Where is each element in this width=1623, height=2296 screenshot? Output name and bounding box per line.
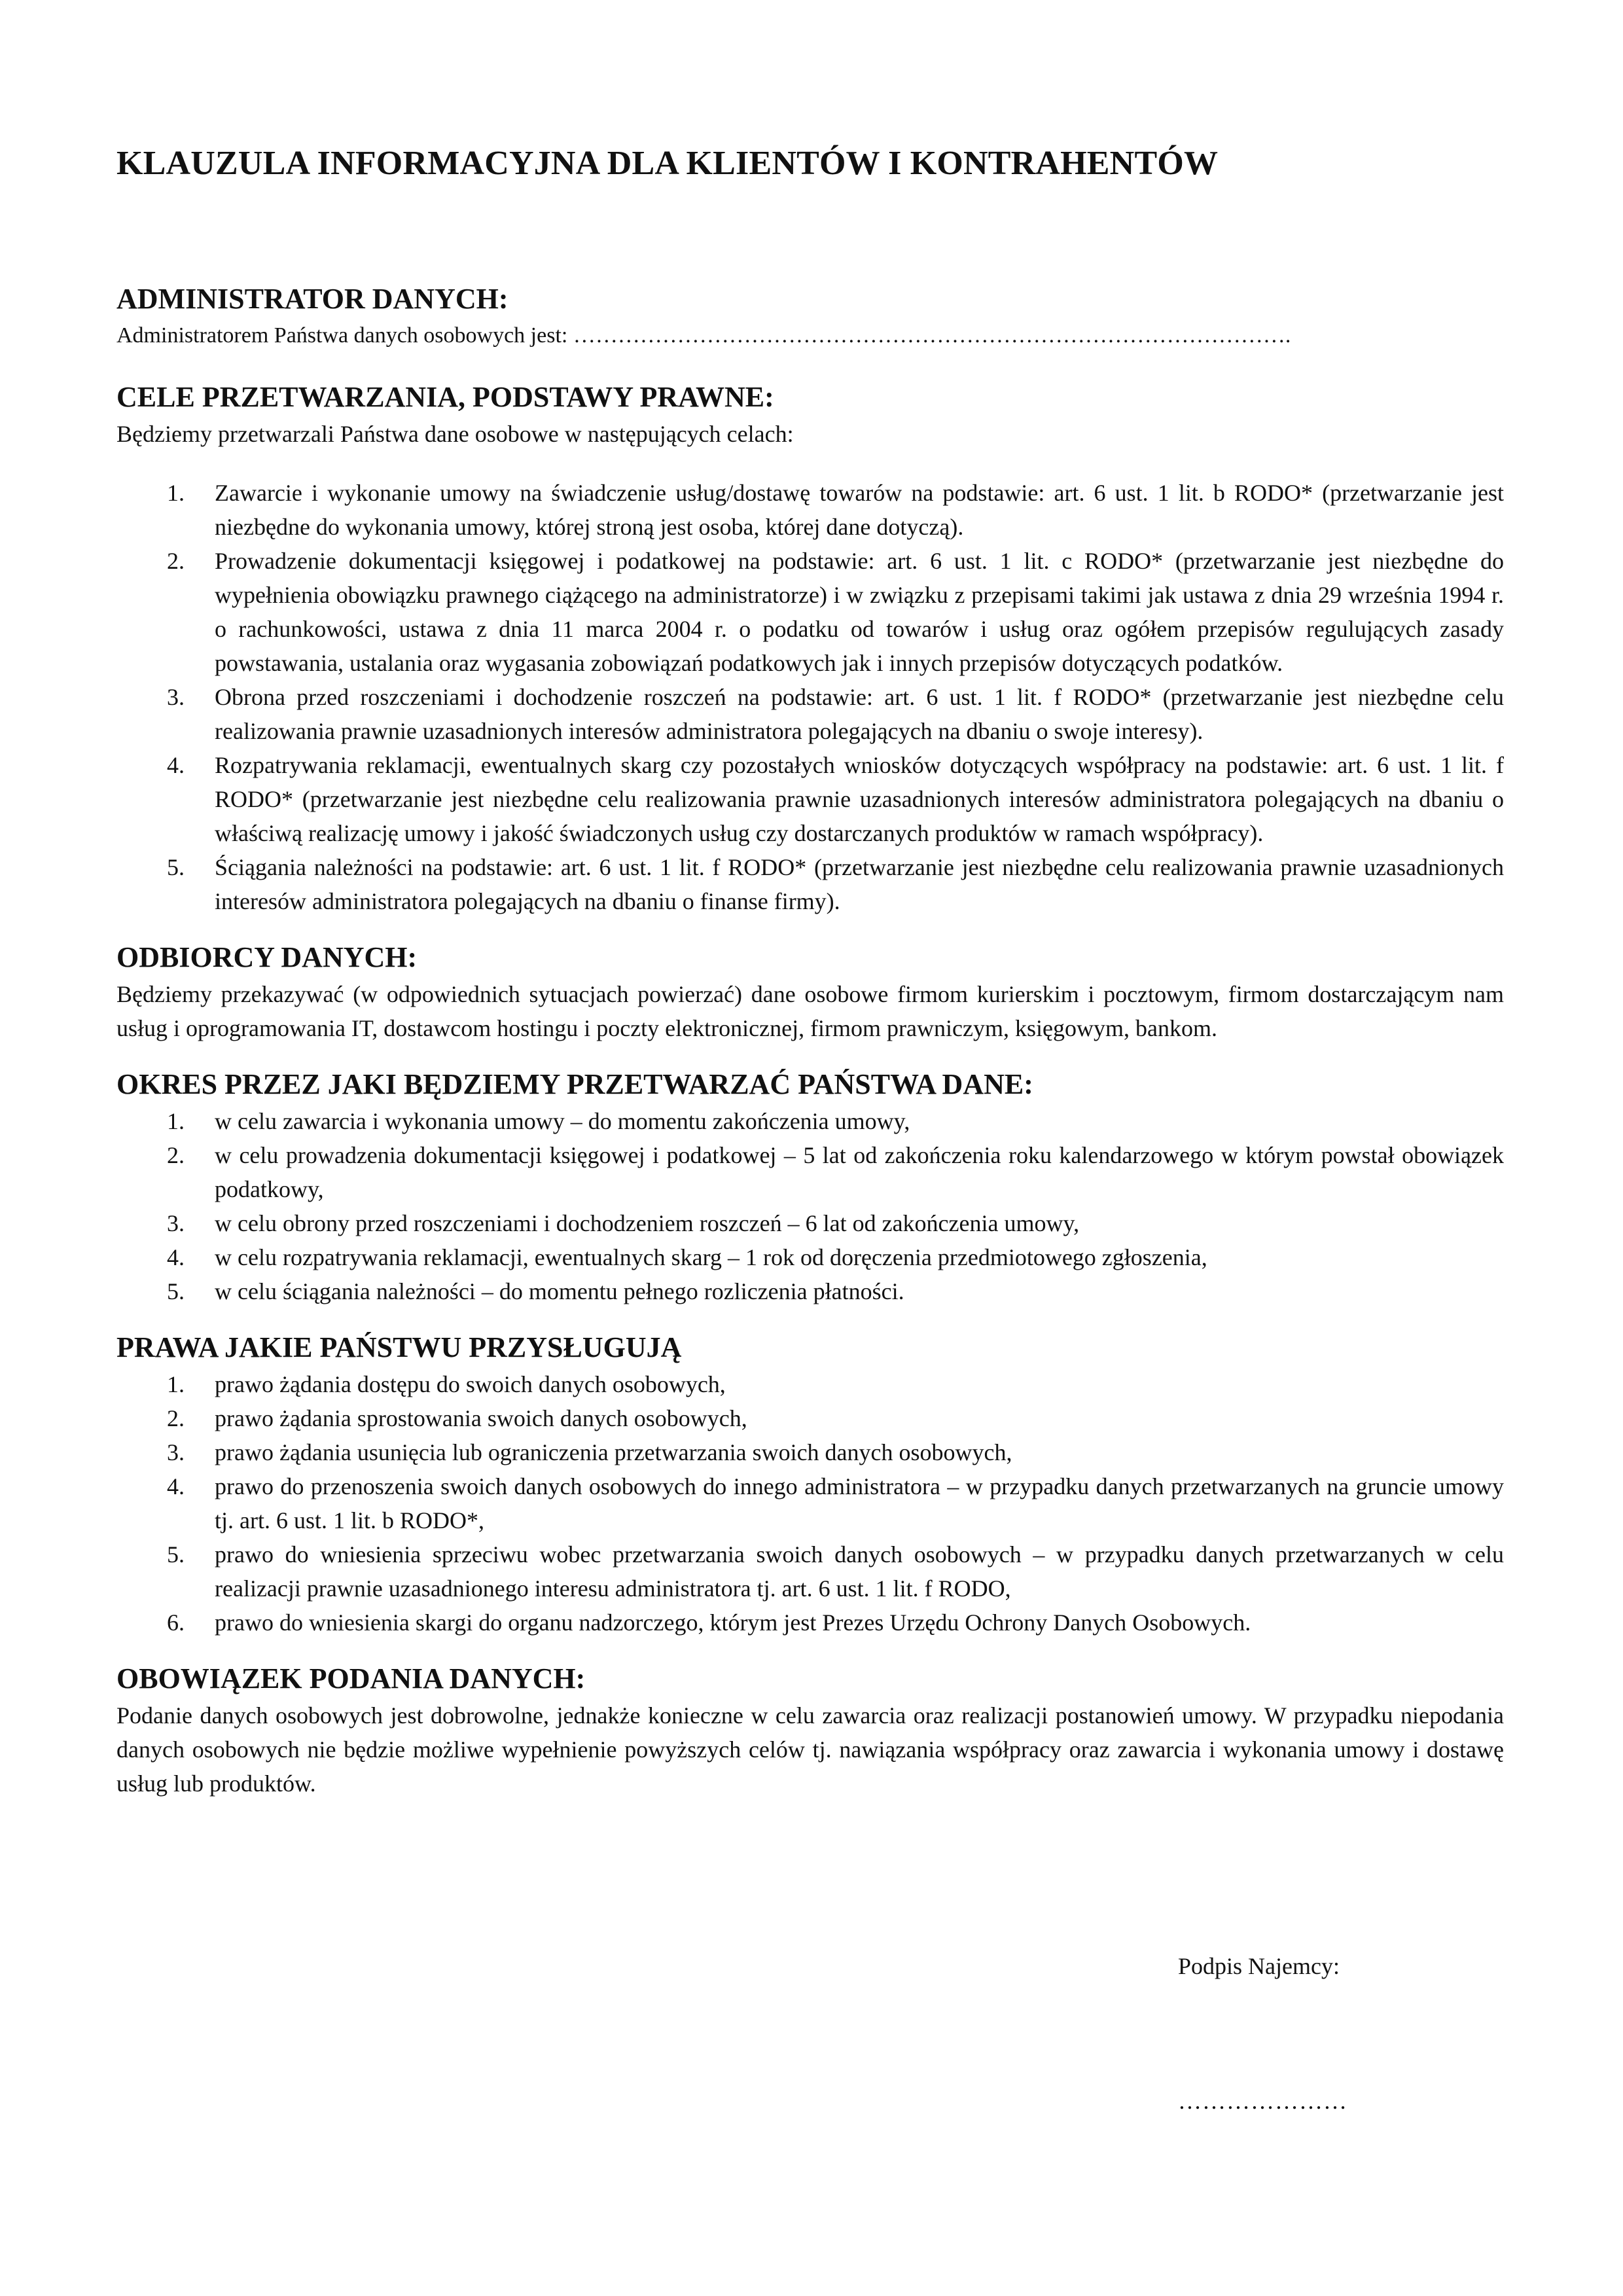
- item-text: prawo do wniesienia sprzeciwu wobec przetwarzania swoich danych osobowych – w przypadku danych przetwarzanych w celu realizacji prawnie uzasadnionego interesu administratora tj. art. 6 ust. 1 lit. f RODO,: [215, 1541, 1504, 1602]
- list-item: [116, 1537, 1504, 1605]
- item-text: prawo do wniesienia skargi do organu nadzorczego, którym jest Prezes Urzędu Ochrony Danych Osobowych.: [215, 1609, 1251, 1636]
- item-number: 4.: [167, 752, 185, 778]
- list-item: [116, 1367, 1504, 1401]
- item-text: Rozpatrywania reklamacji, ewentualnych skarg czy pozostałych wniosków dotyczących współpracy na podstawie: art. 6 ust. 1 lit. f RODO* (przetwarzanie jest niezbędne celu realizowania prawnie uzasadnionych interesów administratora polegających na dbaniu o właściwą realizację umowy i jakość świadczonych usług czy dostarczanych produktów w ramach współpracy).: [215, 752, 1504, 846]
- period-list: [116, 1104, 1504, 1308]
- obligation-text: Podanie danych osobowych jest dobrowolne, jednakże konieczne w celu zawarcia oraz realizacji postanowień umowy. W przypadku niepodania danych osobowych nie będzie możliwe wypełnienie powyższych celów tj. nawiązania współpracy oraz zawarcia i wykonania umowy i dostawę usług lub produktów.: [116, 1702, 1504, 1797]
- heading-rights: PRAWA JAKIE PAŃSTWU PRZYSŁUGUJĄ: [116, 1331, 682, 1363]
- item-number: 3.: [167, 1210, 185, 1236]
- list-item: [116, 1104, 1504, 1138]
- list-item: [116, 476, 1504, 544]
- item-number: 6.: [167, 1609, 185, 1636]
- list-item: [116, 544, 1504, 680]
- item-text: w celu zawarcia i wykonania umowy – do momentu zakończenia umowy,: [215, 1108, 910, 1134]
- item-text: prawo żądania dostępu do swoich danych osobowych,: [215, 1371, 726, 1397]
- section-administrator: [116, 279, 1504, 353]
- section-obligation: [116, 1659, 1504, 1801]
- item-text: Obrona przed roszczeniami i dochodzenie roszczeń na podstawie: art. 6 ust. 1 lit. f RODO* (przetwarzanie jest niezbędne celu realizowania prawnie uzasadnionych interesów administratora polegających na dbaniu o swoje interesy).: [215, 684, 1504, 744]
- item-text: w celu rozpatrywania reklamacji, ewentualnych skarg – 1 rok od doręczenia przedmiotowego zgłoszenia,: [215, 1244, 1207, 1270]
- item-text: Ściągania należności na podstawie: art. 6 ust. 1 lit. f RODO* (przetwarzanie jest niezbędne celu realizowania prawnie uzasadnionych interesów administratora polegających na dbaniu o finanse firmy).: [215, 854, 1504, 914]
- signature-block: [1178, 1949, 1400, 2118]
- item-text: prawo żądania sprostowania swoich danych osobowych,: [215, 1405, 747, 1431]
- section-purposes: [116, 378, 1504, 918]
- list-item: [116, 1138, 1504, 1206]
- item-number: 2.: [167, 1405, 185, 1431]
- document-page: [116, 144, 1504, 1820]
- item-number: 2.: [167, 1142, 185, 1168]
- item-text: Zawarcie i wykonanie umowy na świadczenie usług/dostawę towarów na podstawie: art. 6 ust. 1 lit. b RODO* (przetwarzanie jest niezbędne do wykonania umowy, której stroną jest osoba, której dane dotyczą).: [215, 480, 1504, 540]
- administrator-text: Administratorem Państwa danych osobowych jest: …………………………………………………………………………………….: [116, 323, 1291, 348]
- document-title: KLAUZULA INFORMACYJNA DLA KLIENTÓW I KONTRAHENTÓW: [116, 145, 1219, 182]
- list-item: [116, 1240, 1504, 1274]
- purposes-intro: Będziemy przetwarzali Państwa dane osobowe w następujących celach:: [116, 421, 794, 447]
- heading-administrator: ADMINISTRATOR DANYCH:: [116, 283, 508, 315]
- list-item: [116, 1401, 1504, 1435]
- item-number: 3.: [167, 1439, 185, 1465]
- item-text: w celu prowadzenia dokumentacji księgowej i podatkowej – 5 lat od zakończenia roku kalendarzowego w którym powstał obowiązek podatkowy,: [215, 1142, 1504, 1202]
- item-number: 3.: [167, 684, 185, 710]
- section-period: [116, 1065, 1504, 1308]
- item-text: prawo żądania usunięcia lub ograniczenia przetwarzania swoich danych osobowych,: [215, 1439, 1012, 1465]
- list-item: [116, 1605, 1504, 1640]
- list-item: [116, 1435, 1504, 1469]
- heading-obligation: OBOWIĄZEK PODANIA DANYCH:: [116, 1662, 586, 1695]
- list-item: [116, 850, 1504, 918]
- list-item: [116, 680, 1504, 748]
- item-number: 5.: [167, 854, 185, 880]
- item-text: Prowadzenie dokumentacji księgowej i podatkowej na podstawie: art. 6 ust. 1 lit. c RODO* (przetwarzanie jest niezbędne do wypełnienia obowiązku prawnego ciążącego na administratorze) i w związku z przepisami takimi jak ustawa z dnia 29 września 1994 r. o rachunkowości, ustawa z dnia 11 marca 2004 r. o podatku od towarów i usług oraz ogółem przepisów regulujących zasady powstawania, ustalania oraz wygasania zobowiązań podatkowych jak i innych przepisów dotyczących podatków.: [215, 548, 1504, 676]
- item-number: 1.: [167, 480, 185, 506]
- list-item: [116, 748, 1504, 850]
- item-number: 1.: [167, 1108, 185, 1134]
- heading-purposes: CELE PRZETWARZANIA, PODSTAWY PRAWNE:: [116, 381, 774, 413]
- item-text: w celu ściągania należności – do momentu pełnego rozliczenia płatności.: [215, 1278, 904, 1304]
- signature-line: …………………: [1178, 2088, 1347, 2114]
- recipients-text: Będziemy przekazywać (w odpowiednich sytuacjach powierzać) dane osobowe firmom kurierskim i pocztowym, firmom dostarczającym nam usług i oprogramowania IT, dostawcom hostingu i poczty elektronicznej, firmom prawniczym, księgowym, bankom.: [116, 981, 1504, 1041]
- item-number: 4.: [167, 1244, 185, 1270]
- item-number: 1.: [167, 1371, 185, 1397]
- list-item: [116, 1469, 1504, 1537]
- item-number: 5.: [167, 1541, 185, 1568]
- item-number: 4.: [167, 1473, 185, 1499]
- section-rights: [116, 1328, 1504, 1640]
- item-number: 2.: [167, 548, 185, 574]
- heading-recipients: ODBIORCY DANYCH:: [116, 941, 418, 973]
- section-recipients: [116, 938, 1504, 1045]
- purposes-list: [116, 476, 1504, 918]
- list-item: [116, 1206, 1504, 1240]
- item-text: w celu obrony przed roszczeniami i dochodzeniem roszczeń – 6 lat od zakończenia umowy,: [215, 1210, 1080, 1236]
- item-text: prawo do przenoszenia swoich danych osobowych do innego administratora – w przypadku danych przetwarzanych na gruncie umowy tj. art. 6 ust. 1 lit. b RODO*,: [215, 1473, 1504, 1534]
- list-item: [116, 1274, 1504, 1308]
- item-number: 5.: [167, 1278, 185, 1304]
- signature-label: Podpis Najemcy:: [1178, 1953, 1340, 1979]
- heading-period: OKRES PRZEZ JAKI BĘDZIEMY PRZETWARZAĆ PAŃSTWA DANE:: [116, 1068, 1033, 1100]
- rights-list: [116, 1367, 1504, 1640]
